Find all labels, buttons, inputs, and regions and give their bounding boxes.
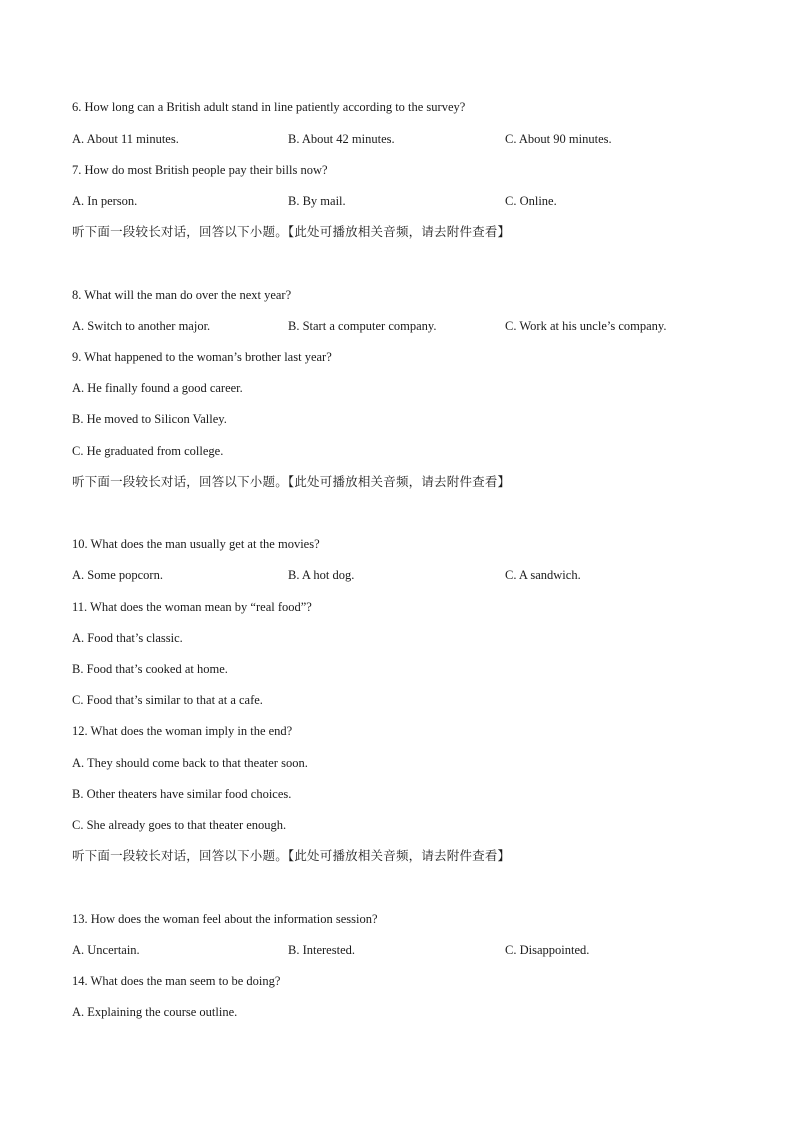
option-c: C. Food that’s similar to that at a cafe.: [72, 693, 263, 707]
option-c: C. Work at his uncle’s company.: [505, 319, 667, 333]
option-c: C. He graduated from college.: [72, 444, 224, 458]
question-14: 14. What does the man seem to be doing?: [72, 974, 281, 988]
option-b: B. Interested.: [288, 943, 355, 957]
option-a: A. Explaining the course outline.: [72, 1005, 238, 1019]
options-question-8: [72, 318, 754, 334]
option-a: A. Some popcorn.: [72, 568, 163, 582]
question-11: 11. What does the woman mean by “real food”?: [72, 600, 312, 614]
question-13: 13. How does the woman feel about the information session?: [72, 912, 378, 926]
option-a: A. They should come back to that theater soon.: [72, 756, 308, 770]
listening-instruction: 听下面一段较长对话，回答以下小题。【此处可播放相关音频，请去附件查看】: [72, 474, 511, 489]
question-10: 10. What does the man usually get at the movies?: [72, 537, 320, 551]
option-c: C. A sandwich.: [505, 568, 581, 582]
option-b: B. Start a computer company.: [288, 319, 437, 333]
question-7: 7. How do most British people pay their bills now?: [72, 163, 328, 177]
option-b: B. Other theaters have similar food choices.: [72, 787, 292, 801]
options-question-6: [72, 131, 754, 147]
option-c: C. She already goes to that theater enough.: [72, 818, 287, 832]
question-8: 8. What will the man do over the next year?: [72, 288, 292, 302]
option-c: C. About 90 minutes.: [505, 132, 612, 146]
option-b: B. Food that’s cooked at home.: [72, 662, 228, 676]
options-question-13: [72, 942, 754, 958]
option-c: C. Online.: [505, 194, 557, 208]
listening-instruction: 听下面一段较长对话，回答以下小题。【此处可播放相关音频，请去附件查看】: [72, 224, 511, 239]
option-b: B. He moved to Silicon Valley.: [72, 412, 227, 426]
option-a: A. Switch to another major.: [72, 319, 211, 333]
option-a: A. Food that’s classic.: [72, 631, 183, 645]
option-b: B. A hot dog.: [288, 568, 355, 582]
option-a: A. In person.: [72, 194, 138, 208]
question-12: 12. What does the woman imply in the end?: [72, 724, 293, 738]
options-question-7: [72, 193, 754, 209]
question-6: 6. How long can a British adult stand in line patiently according to the survey?: [72, 100, 466, 114]
listening-instruction: 听下面一段较长对话，回答以下小题。【此处可播放相关音频，请去附件查看】: [72, 848, 511, 863]
question-9: 9. What happened to the woman’s brother last year?: [72, 350, 332, 364]
option-c: C. Disappointed.: [505, 943, 590, 957]
option-a: A. Uncertain.: [72, 943, 140, 957]
option-a: A. He finally found a good career.: [72, 381, 243, 395]
option-b: B. About 42 minutes.: [288, 132, 395, 146]
option-b: B. By mail.: [288, 194, 346, 208]
option-a: A. About 11 minutes.: [72, 132, 179, 146]
options-question-10: [72, 567, 754, 583]
